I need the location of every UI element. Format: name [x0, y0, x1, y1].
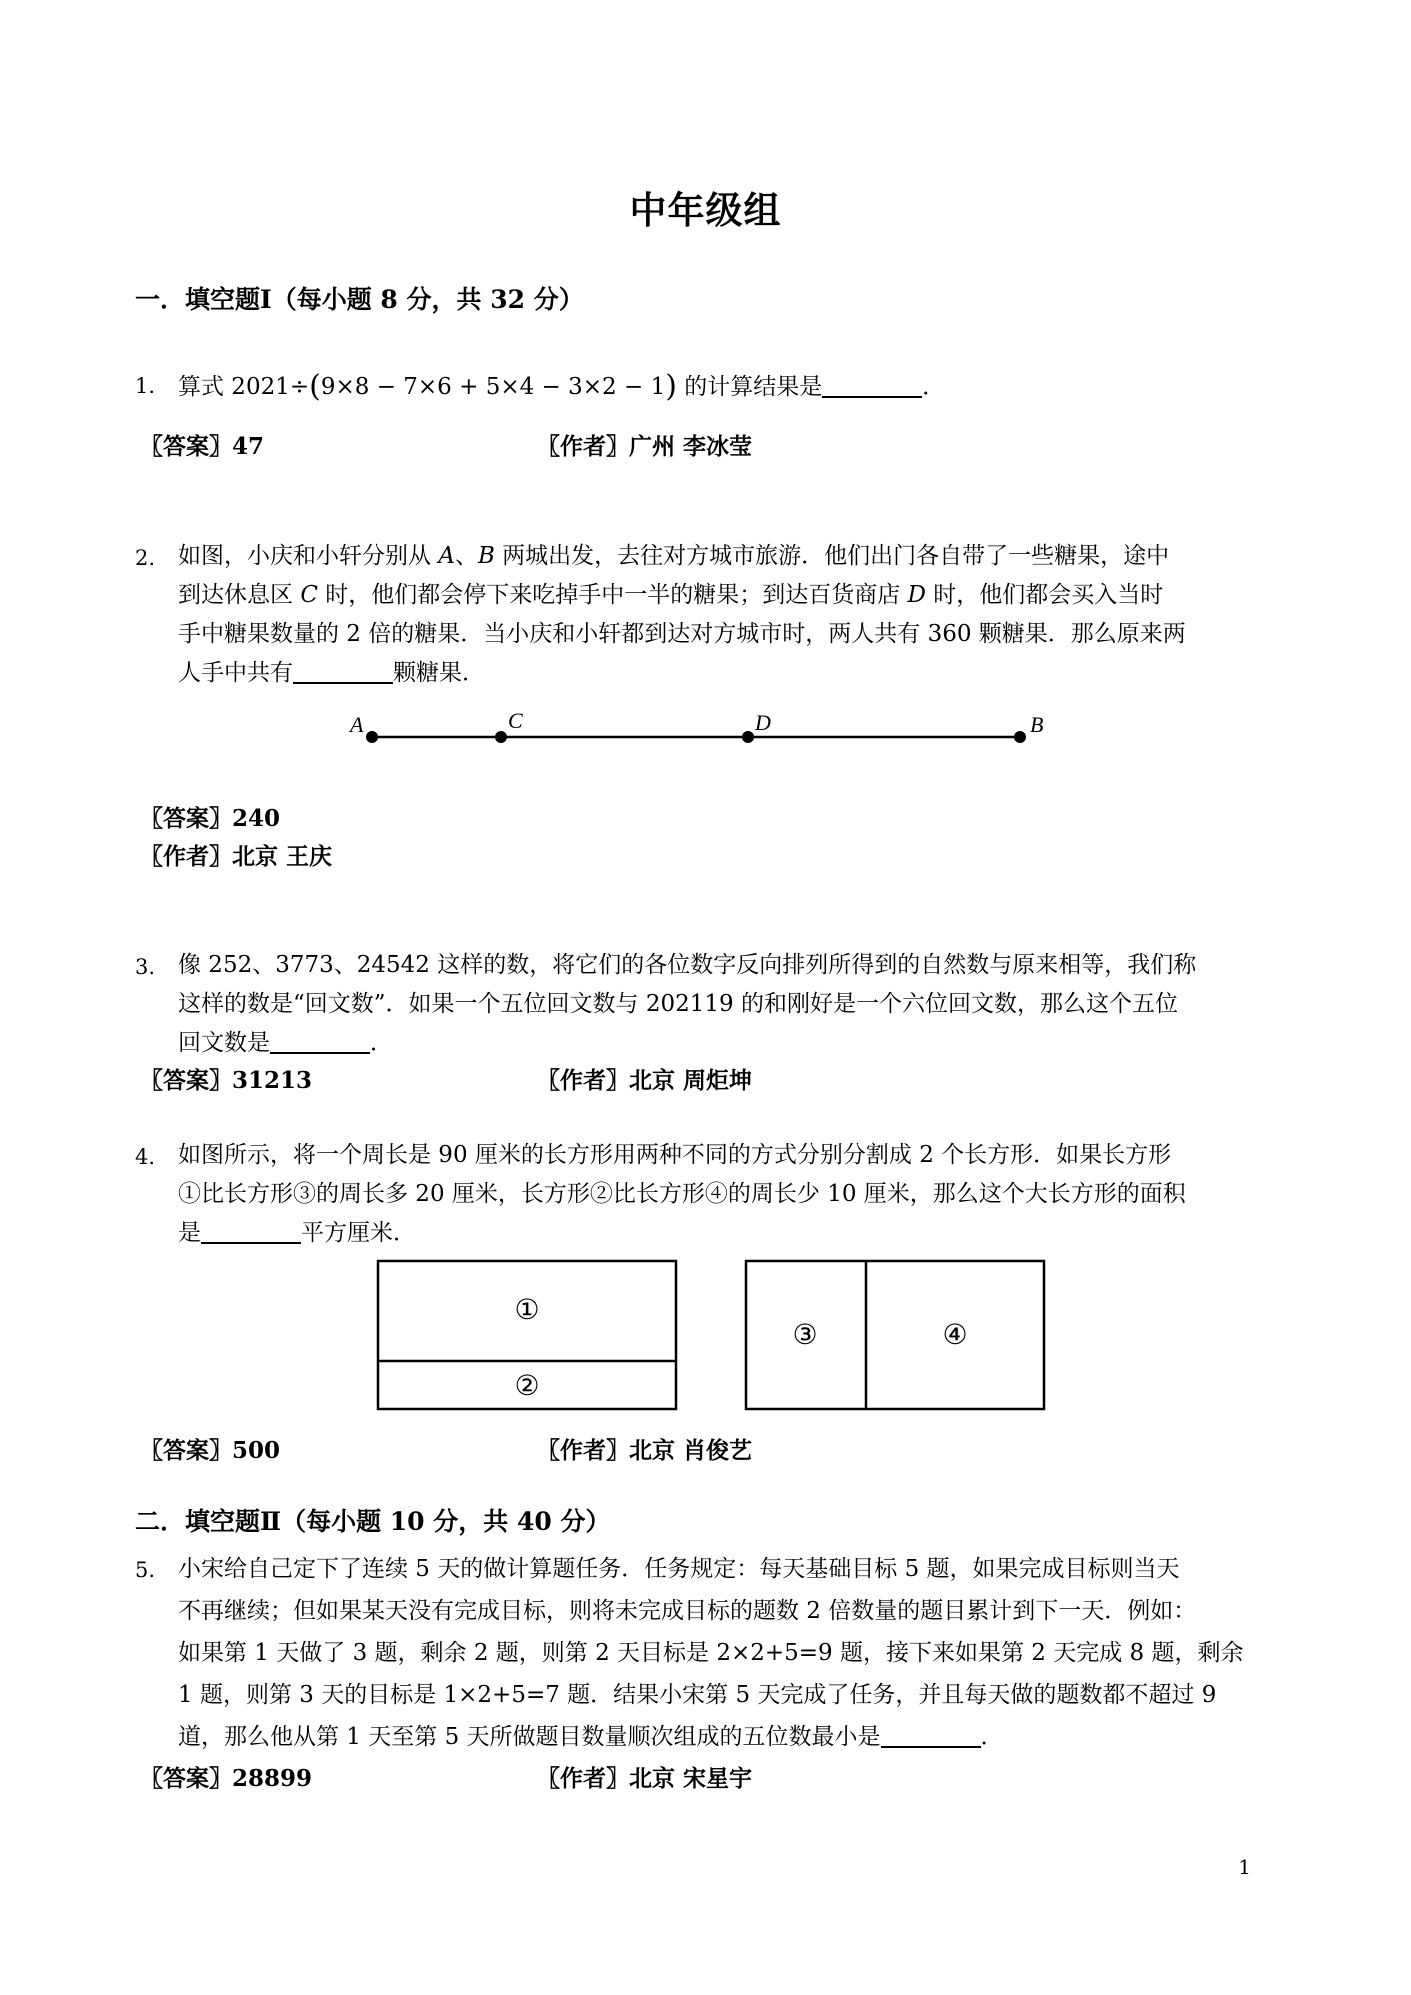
point-a: [366, 731, 378, 743]
rect-right: [746, 1261, 1044, 1409]
question-number-2: 2.: [135, 546, 156, 570]
q1-suffix: 的计算结果是: [684, 374, 823, 400]
q4-line-1: 如图所示，将一个周长是 90 厘米的长方形用两种不同的方式分别分割成 2 个长方形．如果长方形: [178, 1142, 1172, 1168]
left-paren: (: [309, 369, 321, 404]
question-2-text: [178, 537, 1186, 693]
q3-line-1: 像 252、3773、24542 这样的数，将它们的各位数字反向排列所得到的自然数与原来相等，我们称: [178, 952, 1197, 978]
q5-line-4: 1 题，则第 3 天的目标是 1×2+5=7 题．结果小宋第 5 天完成了任务，并且每天做的题数都不超过 9: [178, 1682, 1217, 1708]
author-2: 〖作者〗北京 王庆: [140, 843, 333, 870]
label-b: B: [1030, 712, 1044, 737]
question-1-text: [178, 368, 945, 404]
q5-line-2: 不再继续；但如果某天没有完成目标，则将未完成目标的题数 2 倍数量的题目累计到下一天．例如：: [178, 1598, 1197, 1624]
answer-blank: [201, 1216, 301, 1244]
answer-4: 〖答案〗500: [140, 1437, 281, 1464]
question-5-text: [178, 1548, 1244, 1758]
question-4-text: [178, 1136, 1186, 1253]
q1-end: ．: [922, 374, 946, 400]
section-heading-2: 二．填空题Ⅱ（每小题 10 分，共 40 分）: [135, 1507, 611, 1536]
section-heading-1: 一．填空题Ⅰ（每小题 8 分，共 32 分）: [135, 285, 584, 314]
q2-line-4: 人手中共有 颗糖果．: [178, 654, 1186, 693]
answer-blank: [293, 656, 393, 684]
q5-line-3: 如果第 1 天做了 3 题，剩余 2 题，则第 2 天目标是 2×2+5=9 题，接下来如果第 2 天完成 8 题，剩余: [178, 1640, 1244, 1666]
label-rect-2: ②: [514, 1371, 540, 1402]
q3-line-3: 回文数是 ．: [178, 1024, 1196, 1063]
q2-line-2: 到达休息区 C 时，他们都会停下来吃掉手中一半的糖果；到达百货商店 D 时，他们都会买入当时: [178, 582, 1164, 608]
answer-5: 〖答案〗28899: [140, 1765, 313, 1792]
answer-3: 〖答案〗31213: [140, 1067, 313, 1094]
answer-blank: [822, 370, 922, 398]
right-paren: ): [665, 369, 677, 404]
q4-line-3: 是 平方厘米．: [178, 1214, 1186, 1253]
q5-line-1: 小宋给自己定下了连续 5 天的做计算题任务．任务规定：每天基础目标 5 题，如果完成目标则当天: [178, 1556, 1180, 1582]
question-number-1: 1.: [135, 374, 156, 398]
question-number-3: 3.: [135, 955, 156, 979]
q1-expression: 9×8 − 7×6 + 5×4 − 3×2 − 1: [320, 374, 666, 400]
label-rect-3: ③: [792, 1320, 818, 1351]
q3-line-2: 这样的数是“回文数”．如果一个五位回文数与 202119 的和刚好是一个六位回文数，那么这个五位: [178, 991, 1178, 1017]
label-c: C: [508, 708, 523, 733]
page-number: 1: [1238, 1855, 1251, 1879]
answer-2: 〖答案〗240: [140, 805, 281, 832]
answer-blank: [270, 1026, 370, 1054]
question-number-5: 5.: [135, 1558, 156, 1582]
segment-diagram: [330, 700, 1080, 760]
answer-blank: [881, 1720, 981, 1748]
point-c: [495, 731, 507, 743]
author-5: 〖作者〗北京 宋星宇: [537, 1765, 753, 1792]
question-number-4: 4.: [135, 1145, 156, 1169]
author-3: 〖作者〗北京 周炬坤: [537, 1067, 753, 1094]
point-d: [742, 731, 754, 743]
question-3-text: [178, 946, 1196, 1063]
page-title: 中年级组: [629, 188, 782, 232]
q2-line-1: 如图，小庆和小轩分别从 A、B 两城出发，去往对方城市旅游．他们出门各自带了一些糖果，途中: [178, 543, 1170, 569]
author-4: 〖作者〗北京 肖俊艺: [537, 1437, 753, 1464]
label-a: A: [350, 712, 364, 737]
q2-line-3: 手中糖果数量的 2 倍的糖果．当小庆和小轩都到达对方城市时，两人共有 360 颗糖果．那么原来两: [178, 621, 1186, 647]
point-b: [1014, 731, 1026, 743]
q4-line-2: ①比长方形③的周长多 20 厘米，长方形②比长方形④的周长少 10 厘米，那么这个大长方形的面积: [178, 1181, 1186, 1207]
q5-line-5: 道，那么他从第 1 天至第 5 天所做题目数量顺次组成的五位数最小是 ．: [178, 1716, 1244, 1758]
author-1: 〖作者〗广州 李冰莹: [537, 433, 753, 460]
label-rect-4: ④: [942, 1320, 968, 1351]
q1-prefix: 算式 2021÷: [178, 374, 310, 400]
rectangle-diagrams: [370, 1255, 1070, 1415]
answer-1: 〖答案〗47: [140, 433, 265, 460]
label-rect-1: ①: [514, 1295, 540, 1326]
label-d: D: [755, 710, 771, 735]
